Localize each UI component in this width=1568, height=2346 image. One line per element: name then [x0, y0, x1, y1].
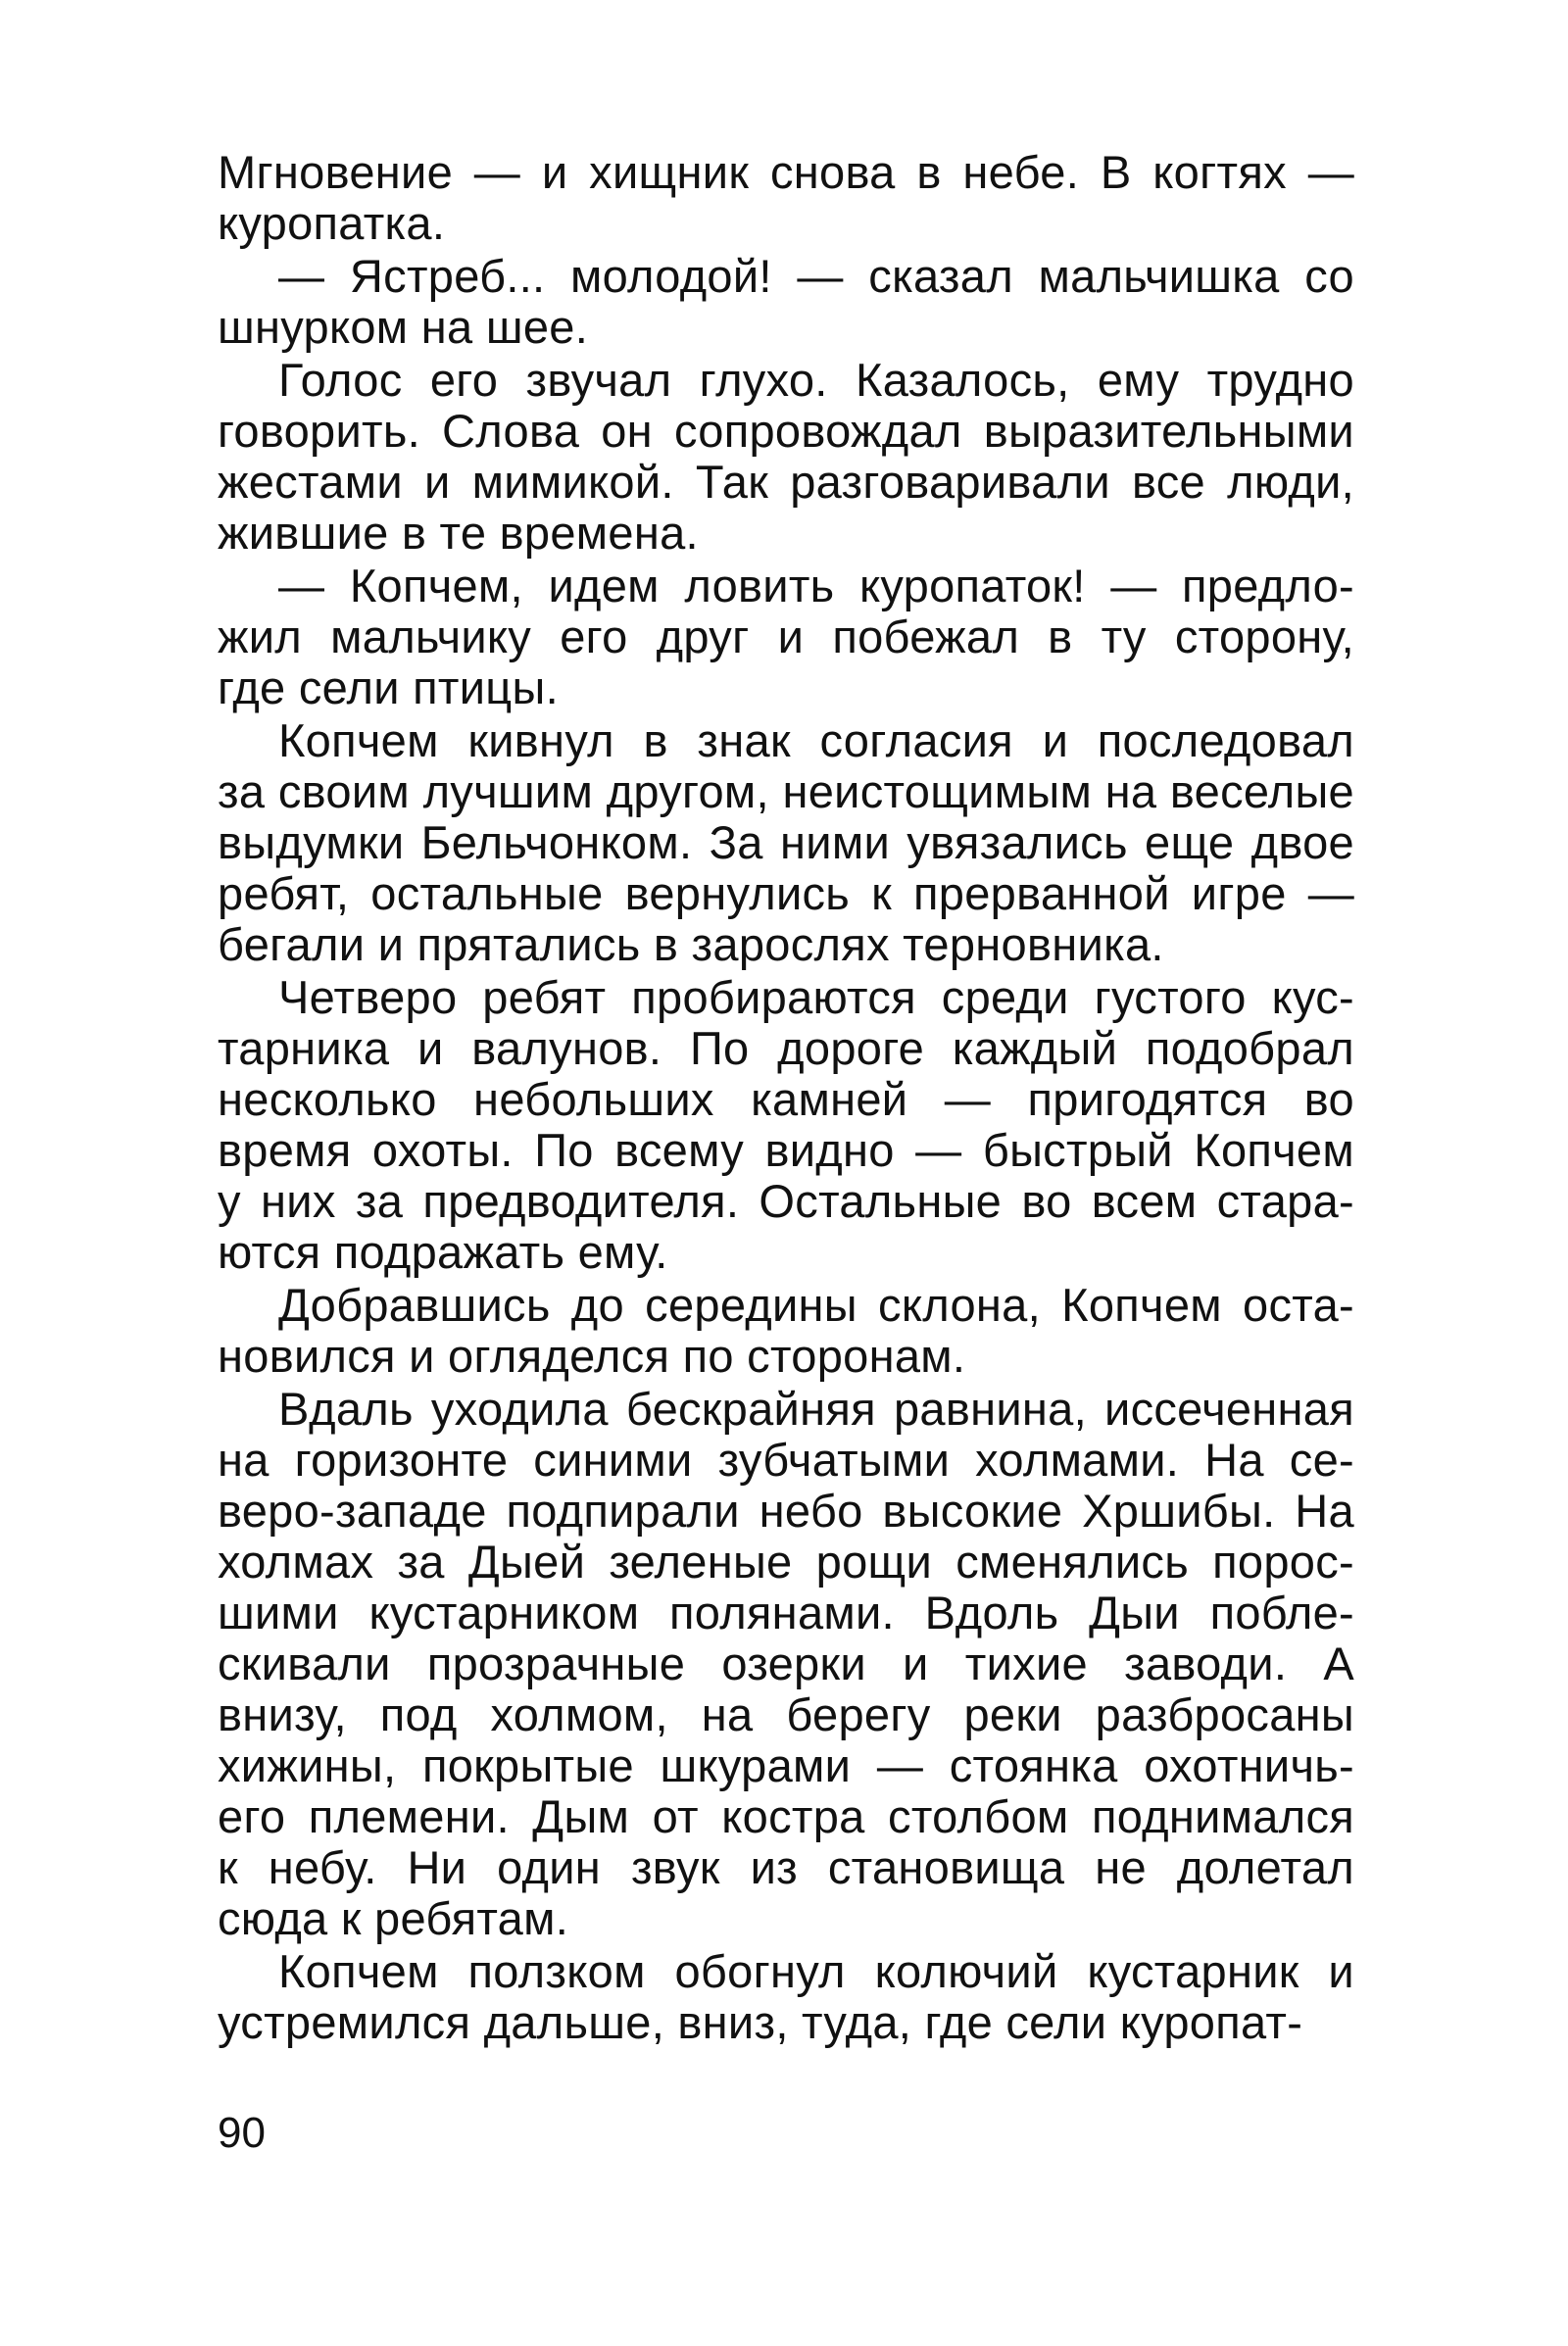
- page-body: [218, 147, 1354, 2048]
- text-line: куропатка.: [218, 197, 446, 249]
- paragraph: [218, 561, 1354, 713]
- text-line: хижины, покрытые шкурами — стоянка охотничь-: [218, 1739, 1354, 1791]
- text-line: к небу. Ни один звук из становища не долетал: [218, 1841, 1354, 1893]
- paragraph: [218, 715, 1354, 970]
- text-line: Вдаль уходила бескрайняя равнина, иссеченная: [278, 1383, 1354, 1435]
- text-line: скивали прозрачные озерки и тихие заводи. А: [218, 1637, 1354, 1689]
- text-line: тарника и валунов. По дороге каждый подобрал: [218, 1022, 1354, 1074]
- text-line: — Ястреб... молодой! — сказал мальчишка со: [278, 250, 1354, 302]
- text-line: холмах за Дыей зеленые рощи сменялись порос-: [218, 1536, 1354, 1588]
- text-line: на горизонте синими зубчатыми холмами. На се-: [218, 1434, 1354, 1486]
- paragraph: [218, 1384, 1354, 1944]
- text-line: несколько небольших камней — пригодятся во: [218, 1073, 1354, 1125]
- text-line: Копчем ползком обогнул колючий кустарник и: [278, 1945, 1354, 1997]
- text-line: жившие в те времена.: [218, 507, 699, 559]
- page-number: 90: [218, 2109, 266, 2157]
- text-line: шими кустарником полянами. Вдоль Дыи побле-: [218, 1587, 1354, 1638]
- text-line: Добравшись до середины склона, Копчем оста-: [278, 1279, 1354, 1331]
- text-line: выдумки Бельчонком. За ними увязались еще двое: [218, 816, 1354, 868]
- text-line: Голос его звучал глухо. Казалось, ему трудно: [278, 354, 1354, 406]
- paragraph: [218, 147, 1354, 249]
- text-line: время охоты. По всему видно — быстрый Копчем: [218, 1124, 1354, 1176]
- text-line: жил мальчику его друг и побежал в ту сторону,: [218, 611, 1354, 662]
- text-line: Мгновение — и хищник снова в небе. В когтях —: [218, 146, 1354, 198]
- text-line: сюда к ребятам.: [218, 1892, 569, 1944]
- text-line: у них за предводителя. Остальные во всем стара-: [218, 1175, 1354, 1227]
- paragraph: [218, 1946, 1354, 2048]
- text-line: Четверо ребят пробираются среди густого кус-: [278, 971, 1354, 1023]
- text-line: ются подражать ему.: [218, 1226, 668, 1278]
- paragraph: [218, 355, 1354, 559]
- text-line: его племени. Дым от костра столбом поднимался: [218, 1790, 1354, 1842]
- text-line: говорить. Слова он сопровождал выразительными: [218, 405, 1354, 457]
- paragraph: [218, 251, 1354, 353]
- text-line: новился и огляделся по сторонам.: [218, 1330, 966, 1382]
- text-line: бегали и прятались в зарослях терновника.: [218, 918, 1164, 970]
- text-line: жестами и мимикой. Так разговаривали все люди,: [218, 456, 1354, 508]
- text-line: Копчем кивнул в знак согласия и последовал: [278, 714, 1354, 766]
- text-line: устремился дальше, вниз, туда, где сели куропат-: [218, 1996, 1303, 2048]
- text-line: внизу, под холмом, на берегу реки разбросаны: [218, 1688, 1354, 1740]
- text-line: за своим лучшим другом, неистощимым на веселые: [218, 765, 1354, 817]
- text-line: ребят, остальные вернулись к прерванной игре —: [218, 867, 1354, 919]
- text-line: веро-западе подпирали небо высокие Хршибы. На: [218, 1485, 1354, 1537]
- paragraph: [218, 1280, 1354, 1382]
- text-line: — Копчем, идем ловить куропаток! — предло-: [278, 560, 1354, 611]
- text-line: где сели птицы.: [218, 661, 559, 713]
- paragraph: [218, 972, 1354, 1278]
- text-line: шнурком на шее.: [218, 301, 589, 353]
